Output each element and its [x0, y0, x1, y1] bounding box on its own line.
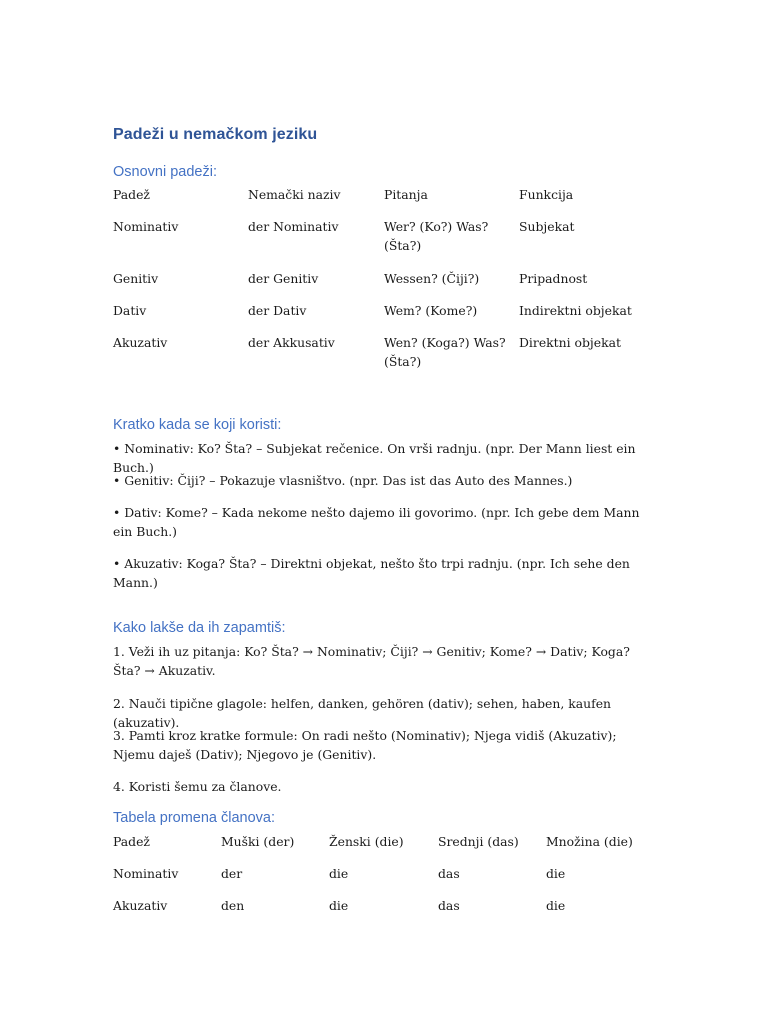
table-cell: Direktni objekat: [519, 335, 621, 350]
section-heading-article-table: Tabela promena članova:: [113, 810, 276, 826]
table-cell: die: [546, 866, 566, 881]
table-cell: Wessen? (Čiji?): [384, 271, 480, 286]
table-cell: Nominativ: [113, 866, 179, 881]
table-cell: der Dativ: [248, 303, 307, 318]
list-item: 2. Nauči tipične glagole: helfen, danken, gehören (dativ); sehen, haben, kaufen (akuzativ).: [113, 696, 612, 730]
header-cell: Funkcija: [519, 187, 574, 202]
section-heading-basic-cases: Osnovni padeži:: [113, 164, 217, 180]
list-item: • Genitiv: Čiji? – Pokazuje vlasništvo. (npr. Das ist das Auto des Mannes.): [113, 473, 573, 488]
table-cell: Wen? (Koga?) Was? (Šta?): [384, 335, 506, 369]
table-cell: Indirektni objekat: [519, 303, 632, 318]
section-heading-memorize: Kako lakše da ih zapamtiš:: [113, 620, 286, 636]
header-cell: Množina (die): [546, 834, 633, 849]
table-cell: der: [221, 866, 243, 881]
document-title: Padeži u nemačkom jeziku: [113, 126, 318, 143]
list-item: • Dativ: Kome? – Kada nekome nešto dajemo ili govorimo. (npr. Ich gebe dem Mann ein Buch.): [113, 505, 640, 539]
table-cell: Subjekat: [519, 219, 575, 234]
table-cell: das: [438, 866, 460, 881]
section-heading-usage: Kratko kada se koji koristi:: [113, 417, 282, 433]
header-cell: Muški (der): [221, 834, 295, 849]
table-cell: den: [221, 898, 245, 913]
list-item: 3. Pamti kroz kratke formule: On radi nešto (Nominativ); Njega vidiš (Akuzativ); Njemu daješ (Dativ); Njegovo je (Genitiv).: [113, 728, 617, 762]
header-cell: Padež: [113, 187, 150, 202]
list-item: • Nominativ: Ko? Šta? – Subjekat rečenice. On vrši radnju. (npr. Der Mann liest ein Buch.): [113, 441, 636, 475]
header-cell: Srednji (das): [438, 834, 519, 849]
table-cell: der Genitiv: [248, 271, 319, 286]
table-cell: der Nominativ: [248, 219, 339, 234]
header-cell: Pitanja: [384, 187, 428, 202]
table-cell: Nominativ: [113, 219, 179, 234]
table-cell: Akuzativ: [113, 335, 168, 350]
table-cell: Akuzativ: [113, 898, 168, 913]
table-cell: die: [329, 866, 349, 881]
table-cell: Wem? (Kome?): [384, 303, 478, 318]
list-item: • Akuzativ: Koga? Šta? – Direktni objekat, nešto što trpi radnju. (npr. Ich sehe den Mann.): [113, 556, 630, 590]
table-cell: das: [438, 898, 460, 913]
table-cell: die: [329, 898, 349, 913]
table-cell: Wer? (Ko?) Was? (Šta?): [384, 219, 489, 253]
table-cell: Pripadnost: [519, 271, 588, 286]
header-cell: Nemački naziv: [248, 187, 341, 202]
table-cell: der Akkusativ: [248, 335, 335, 350]
table-cell: Genitiv: [113, 271, 159, 286]
header-cell: Ženski (die): [329, 834, 404, 849]
header-cell: Padež: [113, 834, 150, 849]
table-cell: Dativ: [113, 303, 147, 318]
table-cell: die: [546, 898, 566, 913]
list-item: 1. Veži ih uz pitanja: Ko? Šta? → Nominativ; Čiji? → Genitiv; Kome? → Dativ; Koga? Šta? → Akuzativ.: [113, 644, 630, 678]
list-item: 4. Koristi šemu za članove.: [113, 779, 282, 794]
